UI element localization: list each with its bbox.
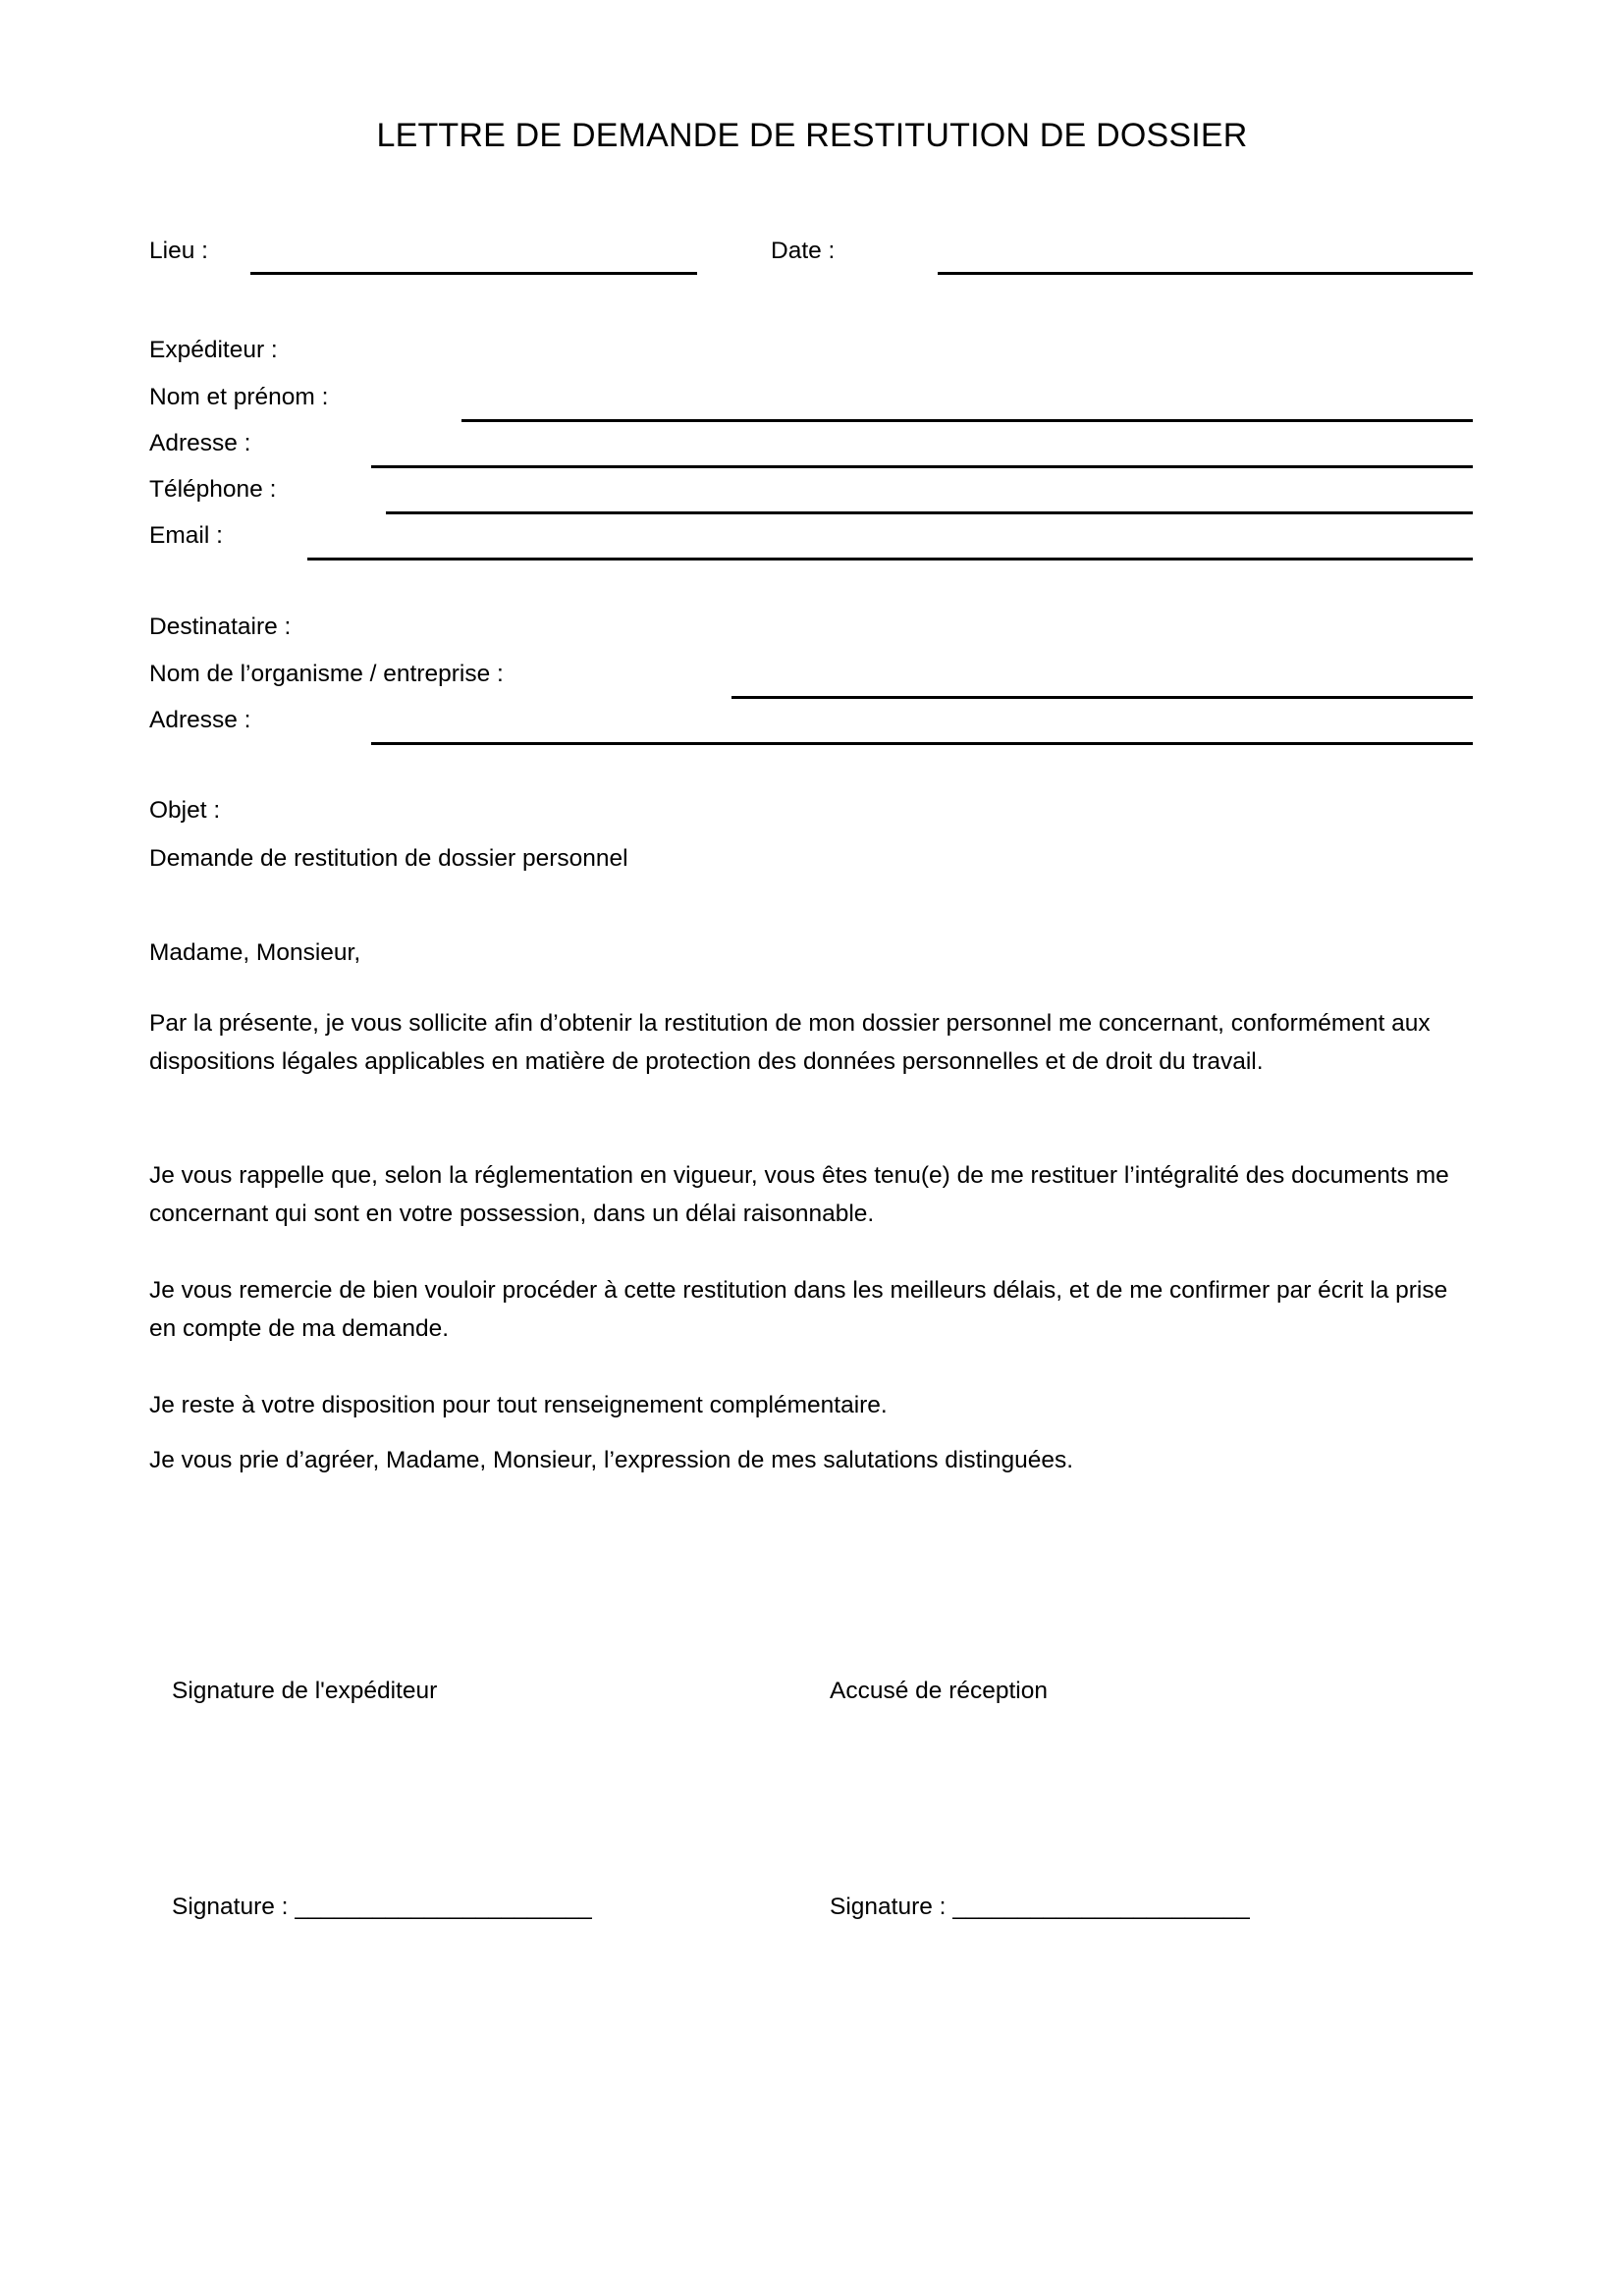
sender-signature-field[interactable] [172, 1892, 591, 1923]
sender-section-label: Expéditeur : [149, 337, 278, 363]
page-title: LETTRE DE DEMANDE DE RESTITUTION DE DOSSIER [376, 117, 1248, 154]
body-paragraph-2: Je vous rappelle que, selon la réglementation en vigueur, vous êtes tenu(e) de me restituer l’intégralité des documents me concernant qui sont en votre possession, dans un délai raisonnable. [149, 1162, 1449, 1227]
sender-phone-label: Téléphone : [149, 476, 277, 503]
recipient-address-label: Adresse : [149, 707, 251, 733]
sender-email-rule[interactable] [307, 558, 1473, 561]
sender-name-rule[interactable] [461, 419, 1473, 422]
body-paragraph-3: Je vous remercie de bien vouloir procéder à cette restitution dans les meilleurs délais, et de me confirmer par écrit la prise en compte de ma demande. [149, 1277, 1448, 1342]
body-paragraph-1: Par la présente, je vous sollicite afin d’obtenir la restitution de mon dossier personnel me concernant, conformément aux dispositions légales applicables en matière de protection des données personnelles et de droit du travail. [149, 1010, 1431, 1075]
sender-signature-underscore: _______________________ [295, 1894, 592, 1920]
recipient-signature-field[interactable] [830, 1892, 1249, 1923]
subject-label: Objet : [149, 797, 221, 824]
recipient-organisation-label: Nom de l’organisme / entreprise : [149, 661, 504, 687]
sender-name-label: Nom et prénom : [149, 384, 329, 410]
salutation: Madame, Monsieur, [149, 939, 361, 966]
recipient-address-rule[interactable] [371, 742, 1473, 745]
recipient-signature-underscore: _______________________ [952, 1894, 1250, 1920]
sender-address-rule[interactable] [371, 465, 1473, 468]
recipient-signature-heading: Accusé de réception [830, 1678, 1048, 1704]
sender-phone-rule[interactable] [386, 511, 1473, 514]
sender-address-label: Adresse : [149, 430, 251, 456]
date-input-rule[interactable] [938, 272, 1473, 275]
sender-signature-heading: Signature de l'expéditeur [172, 1678, 438, 1704]
recipient-section-label: Destinataire : [149, 614, 292, 640]
sender-email-label: Email : [149, 522, 223, 549]
body-paragraph-4: Je reste à votre disposition pour tout renseignement complémentaire. [149, 1392, 888, 1418]
recipient-signature-label: Signature : [830, 1894, 953, 1920]
date-label: Date : [771, 238, 836, 264]
subject-text: Demande de restitution de dossier personnel [149, 845, 628, 872]
lieu-input-rule[interactable] [250, 272, 697, 275]
lieu-label: Lieu : [149, 238, 208, 264]
recipient-organisation-rule[interactable] [731, 696, 1473, 699]
sender-signature-label: Signature : [172, 1894, 296, 1920]
body-paragraph-5: Je vous prie d’agréer, Madame, Monsieur, l’expression de mes salutations distinguées. [149, 1447, 1074, 1473]
